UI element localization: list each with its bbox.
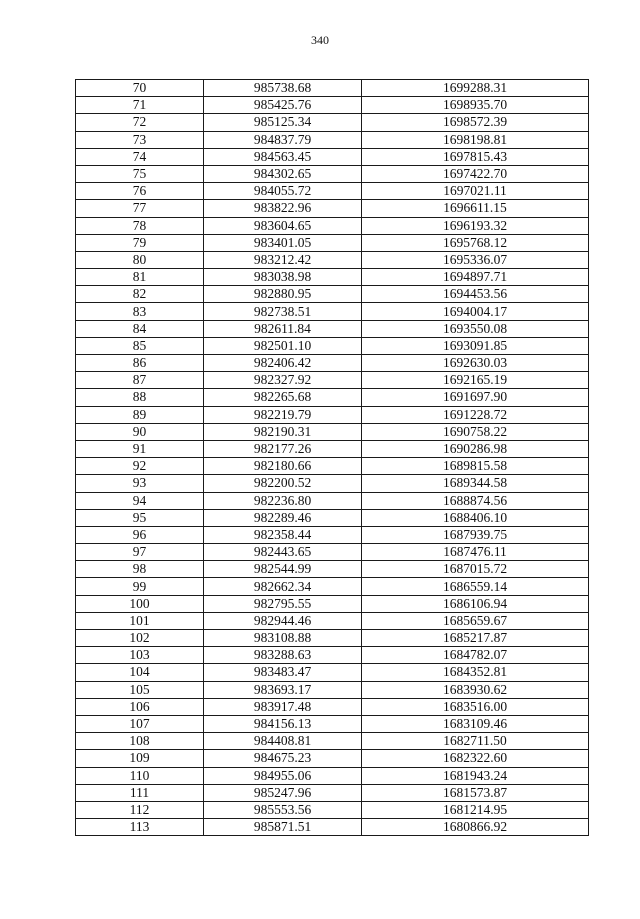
x-coordinate-cell: 985871.51 bbox=[204, 819, 362, 836]
point-number-cell: 105 bbox=[76, 681, 204, 698]
table-row bbox=[76, 406, 589, 423]
y-coordinate-cell: 1691697.90 bbox=[362, 389, 589, 406]
x-coordinate-cell: 983288.63 bbox=[204, 647, 362, 664]
table-row bbox=[76, 578, 589, 595]
point-number-cell: 71 bbox=[76, 97, 204, 114]
x-coordinate-cell: 983038.98 bbox=[204, 269, 362, 286]
x-coordinate-cell: 983483.47 bbox=[204, 664, 362, 681]
point-number-cell: 106 bbox=[76, 698, 204, 715]
x-coordinate-cell: 983212.42 bbox=[204, 251, 362, 268]
table-row bbox=[76, 269, 589, 286]
table-row bbox=[76, 320, 589, 337]
table-row bbox=[76, 423, 589, 440]
y-coordinate-cell: 1695768.12 bbox=[362, 234, 589, 251]
x-coordinate-cell: 982406.42 bbox=[204, 355, 362, 372]
point-number-cell: 95 bbox=[76, 509, 204, 526]
table-row bbox=[76, 131, 589, 148]
table-row bbox=[76, 80, 589, 97]
x-coordinate-cell: 982544.99 bbox=[204, 561, 362, 578]
table-row bbox=[76, 733, 589, 750]
y-coordinate-cell: 1691228.72 bbox=[362, 406, 589, 423]
y-coordinate-cell: 1694453.56 bbox=[362, 286, 589, 303]
point-number-cell: 84 bbox=[76, 320, 204, 337]
x-coordinate-cell: 983604.65 bbox=[204, 217, 362, 234]
table-row bbox=[76, 97, 589, 114]
table-row bbox=[76, 561, 589, 578]
x-coordinate-cell: 982611.84 bbox=[204, 320, 362, 337]
point-number-cell: 81 bbox=[76, 269, 204, 286]
x-coordinate-cell: 984302.65 bbox=[204, 165, 362, 182]
table-row bbox=[76, 114, 589, 131]
table-row bbox=[76, 544, 589, 561]
point-number-cell: 92 bbox=[76, 458, 204, 475]
x-coordinate-cell: 982200.52 bbox=[204, 475, 362, 492]
x-coordinate-cell: 984055.72 bbox=[204, 183, 362, 200]
point-number-cell: 89 bbox=[76, 406, 204, 423]
table-row bbox=[76, 784, 589, 801]
point-number-cell: 94 bbox=[76, 492, 204, 509]
point-number-cell: 110 bbox=[76, 767, 204, 784]
x-coordinate-cell: 982358.44 bbox=[204, 526, 362, 543]
table-row bbox=[76, 303, 589, 320]
table-row bbox=[76, 165, 589, 182]
point-number-cell: 87 bbox=[76, 372, 204, 389]
x-coordinate-cell: 983822.96 bbox=[204, 200, 362, 217]
point-number-cell: 83 bbox=[76, 303, 204, 320]
table-row bbox=[76, 630, 589, 647]
y-coordinate-cell: 1685217.87 bbox=[362, 630, 589, 647]
table-row bbox=[76, 217, 589, 234]
table-row bbox=[76, 389, 589, 406]
point-number-cell: 70 bbox=[76, 80, 204, 97]
y-coordinate-cell: 1686559.14 bbox=[362, 578, 589, 595]
x-coordinate-cell: 982180.66 bbox=[204, 458, 362, 475]
y-coordinate-cell: 1695336.07 bbox=[362, 251, 589, 268]
point-number-cell: 74 bbox=[76, 148, 204, 165]
y-coordinate-cell: 1683930.62 bbox=[362, 681, 589, 698]
x-coordinate-cell: 982501.10 bbox=[204, 337, 362, 354]
table-row bbox=[76, 715, 589, 732]
point-number-cell: 88 bbox=[76, 389, 204, 406]
x-coordinate-cell: 984675.23 bbox=[204, 750, 362, 767]
y-coordinate-cell: 1682711.50 bbox=[362, 733, 589, 750]
point-number-cell: 93 bbox=[76, 475, 204, 492]
y-coordinate-cell: 1684352.81 bbox=[362, 664, 589, 681]
point-number-cell: 91 bbox=[76, 440, 204, 457]
y-coordinate-cell: 1693550.08 bbox=[362, 320, 589, 337]
point-number-cell: 102 bbox=[76, 630, 204, 647]
point-number-cell: 73 bbox=[76, 131, 204, 148]
x-coordinate-cell: 984408.81 bbox=[204, 733, 362, 750]
point-number-cell: 99 bbox=[76, 578, 204, 595]
table-row bbox=[76, 681, 589, 698]
x-coordinate-cell: 983401.05 bbox=[204, 234, 362, 251]
y-coordinate-cell: 1681214.95 bbox=[362, 801, 589, 818]
x-coordinate-cell: 982795.55 bbox=[204, 595, 362, 612]
x-coordinate-cell: 984156.13 bbox=[204, 715, 362, 732]
y-coordinate-cell: 1694897.71 bbox=[362, 269, 589, 286]
x-coordinate-cell: 982662.34 bbox=[204, 578, 362, 595]
point-number-cell: 78 bbox=[76, 217, 204, 234]
y-coordinate-cell: 1687476.11 bbox=[362, 544, 589, 561]
y-coordinate-cell: 1681943.24 bbox=[362, 767, 589, 784]
point-number-cell: 104 bbox=[76, 664, 204, 681]
table-row bbox=[76, 492, 589, 509]
y-coordinate-cell: 1692630.03 bbox=[362, 355, 589, 372]
point-number-cell: 77 bbox=[76, 200, 204, 217]
table-row bbox=[76, 595, 589, 612]
y-coordinate-cell: 1698572.39 bbox=[362, 114, 589, 131]
table-row bbox=[76, 526, 589, 543]
y-coordinate-cell: 1689815.58 bbox=[362, 458, 589, 475]
coordinates-table-body bbox=[76, 80, 589, 836]
y-coordinate-cell: 1698198.81 bbox=[362, 131, 589, 148]
x-coordinate-cell: 982289.46 bbox=[204, 509, 362, 526]
table-row bbox=[76, 458, 589, 475]
table-row bbox=[76, 337, 589, 354]
y-coordinate-cell: 1698935.70 bbox=[362, 97, 589, 114]
x-coordinate-cell: 985125.34 bbox=[204, 114, 362, 131]
y-coordinate-cell: 1681573.87 bbox=[362, 784, 589, 801]
point-number-cell: 113 bbox=[76, 819, 204, 836]
y-coordinate-cell: 1688874.56 bbox=[362, 492, 589, 509]
point-number-cell: 107 bbox=[76, 715, 204, 732]
table-row bbox=[76, 355, 589, 372]
table-row bbox=[76, 286, 589, 303]
point-number-cell: 86 bbox=[76, 355, 204, 372]
x-coordinate-cell: 982443.65 bbox=[204, 544, 362, 561]
table-row bbox=[76, 148, 589, 165]
table-row bbox=[76, 509, 589, 526]
page-number: 340 bbox=[311, 33, 329, 47]
y-coordinate-cell: 1696611.15 bbox=[362, 200, 589, 217]
y-coordinate-cell: 1683516.00 bbox=[362, 698, 589, 715]
table-row bbox=[76, 819, 589, 836]
y-coordinate-cell: 1689344.58 bbox=[362, 475, 589, 492]
x-coordinate-cell: 982219.79 bbox=[204, 406, 362, 423]
x-coordinate-cell: 982190.31 bbox=[204, 423, 362, 440]
y-coordinate-cell: 1699288.31 bbox=[362, 80, 589, 97]
y-coordinate-cell: 1690286.98 bbox=[362, 440, 589, 457]
y-coordinate-cell: 1694004.17 bbox=[362, 303, 589, 320]
table-row bbox=[76, 647, 589, 664]
point-number-cell: 80 bbox=[76, 251, 204, 268]
y-coordinate-cell: 1685659.67 bbox=[362, 612, 589, 629]
point-number-cell: 108 bbox=[76, 733, 204, 750]
x-coordinate-cell: 984955.06 bbox=[204, 767, 362, 784]
point-number-cell: 109 bbox=[76, 750, 204, 767]
y-coordinate-cell: 1697021.11 bbox=[362, 183, 589, 200]
table-row bbox=[76, 183, 589, 200]
table-row bbox=[76, 200, 589, 217]
point-number-cell: 100 bbox=[76, 595, 204, 612]
point-number-cell: 75 bbox=[76, 165, 204, 182]
y-coordinate-cell: 1692165.19 bbox=[362, 372, 589, 389]
y-coordinate-cell: 1687015.72 bbox=[362, 561, 589, 578]
y-coordinate-cell: 1690758.22 bbox=[362, 423, 589, 440]
table-row bbox=[76, 440, 589, 457]
table-row bbox=[76, 372, 589, 389]
x-coordinate-cell: 982177.26 bbox=[204, 440, 362, 457]
y-coordinate-cell: 1684782.07 bbox=[362, 647, 589, 664]
x-coordinate-cell: 985738.68 bbox=[204, 80, 362, 97]
point-number-cell: 90 bbox=[76, 423, 204, 440]
point-number-cell: 101 bbox=[76, 612, 204, 629]
table-row bbox=[76, 698, 589, 715]
x-coordinate-cell: 982236.80 bbox=[204, 492, 362, 509]
x-coordinate-cell: 983693.17 bbox=[204, 681, 362, 698]
table-row bbox=[76, 750, 589, 767]
point-number-cell: 72 bbox=[76, 114, 204, 131]
point-number-cell: 98 bbox=[76, 561, 204, 578]
point-number-cell: 97 bbox=[76, 544, 204, 561]
point-number-cell: 79 bbox=[76, 234, 204, 251]
y-coordinate-cell: 1687939.75 bbox=[362, 526, 589, 543]
point-number-cell: 111 bbox=[76, 784, 204, 801]
point-number-cell: 103 bbox=[76, 647, 204, 664]
x-coordinate-cell: 985247.96 bbox=[204, 784, 362, 801]
y-coordinate-cell: 1686106.94 bbox=[362, 595, 589, 612]
point-number-cell: 112 bbox=[76, 801, 204, 818]
table-row bbox=[76, 251, 589, 268]
table-row bbox=[76, 664, 589, 681]
x-coordinate-cell: 982738.51 bbox=[204, 303, 362, 320]
y-coordinate-cell: 1696193.32 bbox=[362, 217, 589, 234]
x-coordinate-cell: 983108.88 bbox=[204, 630, 362, 647]
y-coordinate-cell: 1697422.70 bbox=[362, 165, 589, 182]
y-coordinate-cell: 1683109.46 bbox=[362, 715, 589, 732]
table-row bbox=[76, 475, 589, 492]
y-coordinate-cell: 1682322.60 bbox=[362, 750, 589, 767]
table-row bbox=[76, 234, 589, 251]
x-coordinate-cell: 982265.68 bbox=[204, 389, 362, 406]
table-row bbox=[76, 612, 589, 629]
point-number-cell: 82 bbox=[76, 286, 204, 303]
y-coordinate-cell: 1697815.43 bbox=[362, 148, 589, 165]
y-coordinate-cell: 1680866.92 bbox=[362, 819, 589, 836]
table-row bbox=[76, 767, 589, 784]
x-coordinate-cell: 982880.95 bbox=[204, 286, 362, 303]
x-coordinate-cell: 985425.76 bbox=[204, 97, 362, 114]
x-coordinate-cell: 983917.48 bbox=[204, 698, 362, 715]
point-number-cell: 85 bbox=[76, 337, 204, 354]
point-number-cell: 96 bbox=[76, 526, 204, 543]
x-coordinate-cell: 984563.45 bbox=[204, 148, 362, 165]
y-coordinate-cell: 1693091.85 bbox=[362, 337, 589, 354]
table-row bbox=[76, 801, 589, 818]
coordinates-table bbox=[75, 79, 589, 836]
x-coordinate-cell: 984837.79 bbox=[204, 131, 362, 148]
x-coordinate-cell: 982327.92 bbox=[204, 372, 362, 389]
point-number-cell: 76 bbox=[76, 183, 204, 200]
y-coordinate-cell: 1688406.10 bbox=[362, 509, 589, 526]
x-coordinate-cell: 985553.56 bbox=[204, 801, 362, 818]
x-coordinate-cell: 982944.46 bbox=[204, 612, 362, 629]
